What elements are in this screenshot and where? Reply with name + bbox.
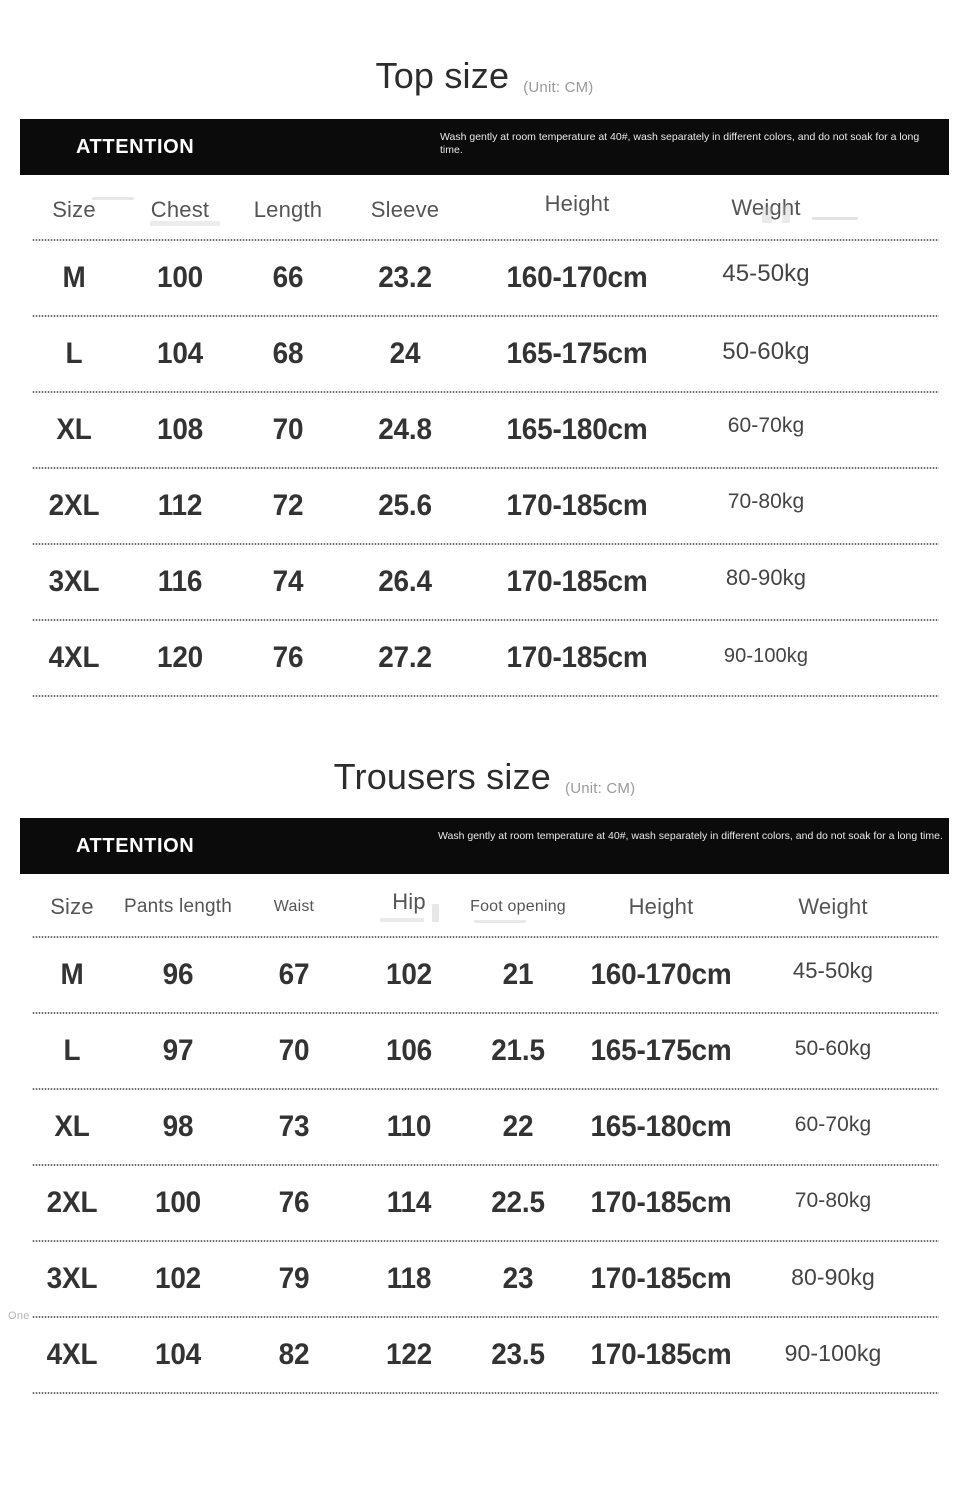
cell-waist: 67 <box>278 958 310 991</box>
cell-size: 2XL <box>46 1186 98 1219</box>
column-header-pants-length: Pants length <box>123 896 233 918</box>
cell-size: 3XL <box>46 1262 98 1295</box>
cell-hip: 118 <box>386 1262 432 1295</box>
cell-length: 68 <box>272 337 304 370</box>
scan-watermark: One <box>8 1310 30 1322</box>
cell-hip: 102 <box>385 958 433 991</box>
column-header-length: Length <box>253 197 323 223</box>
attention-label: ATTENTION <box>76 834 195 857</box>
cell-height: 165-175cm <box>506 337 648 370</box>
cell-weight: 90-100kg <box>723 644 809 667</box>
cell-height: 170-185cm <box>590 1186 732 1219</box>
cell-sleeve: 26.4 <box>378 565 432 598</box>
cell-height: 170-185cm <box>590 1262 732 1295</box>
cell-height: 165-180cm <box>506 413 648 446</box>
table-row <box>22 469 947 543</box>
cell-pants-length: 104 <box>154 1338 202 1371</box>
cell-length: 74 <box>272 565 304 598</box>
cell-size: M <box>62 261 86 294</box>
row-divider <box>32 1392 939 1394</box>
cell-sleeve: 24 <box>389 337 421 370</box>
cell-size: 4XL <box>46 1338 98 1371</box>
column-header-sleeve: Sleeve <box>370 197 440 223</box>
table-header-row <box>22 181 947 239</box>
cell-weight: 50-60kg <box>794 1037 872 1060</box>
scan-smudge <box>380 918 424 922</box>
cell-pants-length: 100 <box>154 1186 202 1219</box>
column-header-waist: Waist <box>273 898 315 916</box>
cell-foot-opening: 22 <box>502 1110 534 1143</box>
cell-size: XL <box>54 1110 90 1143</box>
cell-pants-length: 98 <box>162 1110 194 1143</box>
cell-height: 170-185cm <box>506 489 648 522</box>
cell-foot-opening: 23.5 <box>491 1338 545 1371</box>
attention-label: ATTENTION <box>76 135 195 158</box>
table-row <box>22 317 947 391</box>
cell-height: 165-180cm <box>590 1110 732 1143</box>
column-header-weight: Weight <box>798 894 868 920</box>
table-row <box>22 1014 947 1088</box>
attention-care-note: Wash gently at room temperature at 40#, wash separately in different colors, and do not soak for a long time. <box>438 830 943 842</box>
cell-foot-opening: 21 <box>502 958 534 991</box>
cell-hip: 106 <box>385 1034 433 1067</box>
cell-chest: 104 <box>156 337 204 370</box>
table-header-row <box>22 878 947 936</box>
trousers-size-section <box>0 697 969 1394</box>
row-divider <box>32 695 939 697</box>
column-header-hip: Hip <box>392 889 426 915</box>
cell-size: L <box>65 337 83 370</box>
cell-hip: 122 <box>385 1338 433 1371</box>
cell-sleeve: 25.6 <box>378 489 432 522</box>
cell-chest: 112 <box>157 489 203 522</box>
table-row <box>22 621 947 695</box>
column-header-size: Size <box>52 197 96 223</box>
column-header-size: Size <box>50 894 94 920</box>
table-row <box>22 545 947 619</box>
column-header-chest: Chest <box>150 197 210 223</box>
cell-chest: 108 <box>156 413 204 446</box>
cell-height: 170-185cm <box>590 1338 732 1371</box>
table-row <box>22 1318 947 1392</box>
cell-sleeve: 27.2 <box>378 641 432 674</box>
trousers-size-table <box>8 878 947 1394</box>
cell-size: XL <box>56 413 92 446</box>
table-row <box>22 938 947 1012</box>
cell-chest: 100 <box>156 261 204 294</box>
trousers-size-title-row <box>0 756 969 797</box>
cell-size: M <box>60 958 84 991</box>
cell-waist: 73 <box>278 1110 310 1143</box>
cell-hip: 110 <box>386 1110 432 1143</box>
cell-size: L <box>63 1034 81 1067</box>
cell-sleeve: 23.2 <box>378 261 432 294</box>
cell-weight: 90-100kg <box>784 1339 882 1366</box>
cell-weight: 60-70kg <box>727 414 805 437</box>
scan-smudge <box>474 920 526 923</box>
trousers-attention-banner <box>20 818 949 874</box>
cell-chest: 120 <box>156 641 204 674</box>
cell-weight: 50-60kg <box>722 338 810 365</box>
cell-length: 72 <box>272 489 304 522</box>
column-header-height: Height <box>544 191 610 217</box>
cell-length: 76 <box>272 641 304 674</box>
top-attention-banner <box>20 119 949 175</box>
cell-sleeve: 24.8 <box>378 413 432 446</box>
cell-size: 4XL <box>48 641 100 674</box>
table-row <box>22 241 947 315</box>
cell-height: 160-170cm <box>506 261 648 294</box>
trousers-unit-note: (Unit: CM) <box>565 780 636 797</box>
cell-length: 66 <box>272 261 304 294</box>
table-row <box>22 1242 947 1316</box>
cell-size: 3XL <box>48 565 100 598</box>
column-header-height: Height <box>628 894 694 920</box>
page-title: Top size <box>375 55 510 96</box>
cell-size: 2XL <box>48 489 100 522</box>
cell-waist: 79 <box>278 1262 310 1295</box>
cell-weight: 80-90kg <box>725 565 807 590</box>
table-row <box>22 1090 947 1164</box>
top-size-section <box>0 0 969 697</box>
table-row <box>22 393 947 467</box>
top-size-table <box>22 181 947 697</box>
cell-waist: 82 <box>278 1338 310 1371</box>
cell-weight: 80-90kg <box>791 1263 875 1290</box>
cell-height: 160-170cm <box>590 958 732 991</box>
cell-weight: 70-80kg <box>727 490 805 513</box>
column-header-weight: Weight <box>731 195 801 221</box>
attention-care-note: Wash gently at room temperature at 40#, wash separately in different colors, and do not soak for a long time. <box>440 131 920 157</box>
cell-pants-length: 97 <box>162 1034 194 1067</box>
cell-hip: 114 <box>386 1186 432 1219</box>
trousers-title: Trousers size <box>333 756 551 797</box>
cell-weight: 60-70kg <box>794 1113 872 1136</box>
cell-chest: 116 <box>157 565 203 598</box>
column-header-foot-opening: Foot opening <box>470 897 566 915</box>
cell-waist: 70 <box>278 1034 310 1067</box>
cell-pants-length: 96 <box>162 958 194 991</box>
cell-pants-length: 102 <box>154 1262 202 1295</box>
cell-height: 170-185cm <box>506 565 648 598</box>
cell-foot-opening: 21.5 <box>491 1034 545 1067</box>
top-size-title-row <box>0 55 969 96</box>
cell-waist: 76 <box>278 1186 310 1219</box>
cell-height: 170-185cm <box>506 641 648 674</box>
cell-weight: 70-80kg <box>794 1189 872 1212</box>
table-row <box>22 1166 947 1240</box>
top-size-unit-note: (Unit: CM) <box>523 79 594 96</box>
cell-weight: 45-50kg <box>722 260 810 287</box>
cell-weight: 45-50kg <box>792 958 874 983</box>
cell-foot-opening: 22.5 <box>491 1186 545 1219</box>
cell-foot-opening: 23 <box>502 1262 534 1295</box>
cell-length: 70 <box>272 413 304 446</box>
cell-height: 165-175cm <box>590 1034 732 1067</box>
